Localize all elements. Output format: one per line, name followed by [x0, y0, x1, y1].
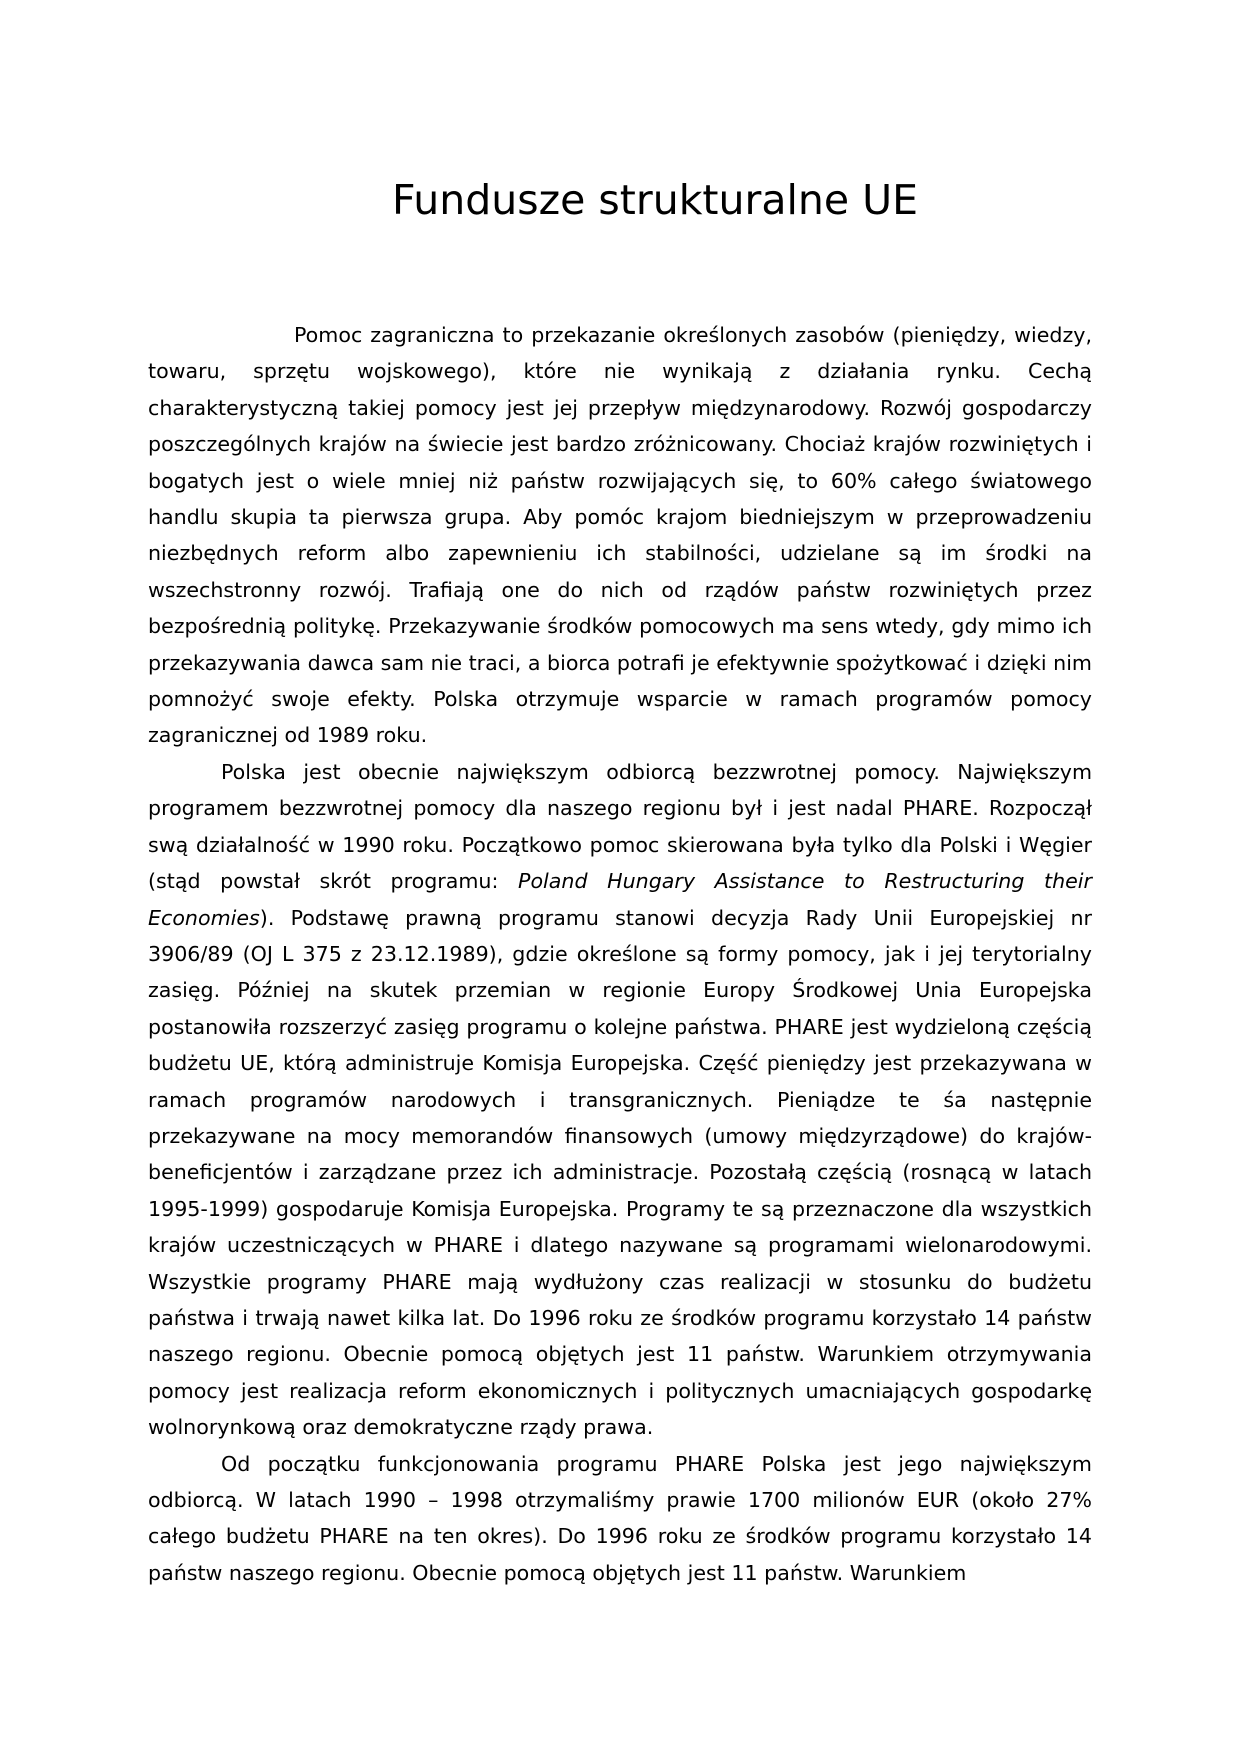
document-body — [148, 317, 1092, 1591]
paragraph-phare-text-after: ). Podstawę prawną programu stanowi decyzja Rady Unii Europejskiej nr 3906/89 (OJ L 375 z 23.12.1989), gdzie określone są formy pomocy, jak i jej terytorialny zasięg. Później na skutek przemian w regionie Europy Środkowej Unia Europejska postanowiła rozszerzyć zasięg programu o kolejne państwa. PHARE jest wydzieloną częścią budżetu UE, którą administruje Komisja Europejska. Część pieniędzy jest przekazywana w ramach programów narodowych i transgranicznych. Pieniądze te śa następnie przekazywane na mocy memorandów finansowych (umowy międzyrządowe) do krajów-beneficjentów i zarządzane przez ich administracje. Pozostałą częścią (rosnącą w latach 1995-1999) gospodaruje Komisja Europejska. Programy te są przeznaczone dla wszystkich krajów uczestniczących w PHARE i dlatego nazywane są programami wielonarodowymi. Wszystkie programy PHARE mają wydłużony czas realizacji w stosunku do budżetu państwa i trwają nawet kilka lat. Do 1996 roku ze środków programu korzystało 14 państw naszego regionu. Obecnie pomocą objętych jest 11 państw. Warunkiem otrzymywania pomocy jest realizacja reform ekonomicznych i politycznych umacniających gospodarkę wolnorynkową oraz demokratyczne rządy prawa. — [148, 905, 1092, 1440]
paragraph-foreign-aid: Pomoc zagraniczna to przekazanie określonych zasobów (pieniędzy, wiedzy, towaru, sprzętu wojskowego), które nie wynikają z działania rynku. Cechą charakterystyczną takiej pomocy jest jej przepływ międzynarodowy. Rozwój gospodarczy poszczególnych krajów na świecie jest bardzo zróżnicowany. Chociaż krajów rozwiniętych i bogatych jest o wiele mniej niż państw rozwijających się, to 60% całego światowego handlu skupia ta pierwsza grupa. Aby pomóc krajom biedniejszym w przeprowadzeniu niezbędnych reform albo zapewnieniu ich stabilności, udzielane są im środki na wszechstronny rozwój. Trafiają one do nich od rządów państw rozwiniętych przez bezpośrednią politykę. Przekazywanie środków pomocowych ma sens wtedy, gdy mimo ich przekazywania dawca sam nie traci, a biorca potrafi je efektywnie spożytkować i dzięki nim pomnożyć swoje efekty. Polska otrzymuje wsparcie w ramach programów pomocy zagranicznej od 1989 roku. — [148, 323, 1092, 748]
phare-acronym-expansion: Poland Hungary Assistance to Restructuring their Economies — [148, 869, 1092, 930]
paragraph-poland-recipient: Od początku funkcjonowania programu PHARE Polska jest jego największym odbiorcą. W latach 1990 – 1998 otrzymaliśmy prawie 1700 milionów EUR (około 27% całego budżetu PHARE na ten okres). Do 1996 roku ze środków programu korzystało 14 państw naszego regionu. Obecnie pomocą objętych jest 11 państw. Warunkiem — [148, 1451, 1092, 1585]
paragraph-phare-text-before: Polska jest obecnie największym odbiorcą bezzwrotnej pomocy. Największym programem bezzwrotnej pomocy dla naszego regionu był i jest nadal PHARE. Rozpoczął swą działalność w 1990 roku. Początkowo pomoc skierowana była tylko dla Polski i Węgier (stąd powstał skrót programu: — [148, 759, 1092, 894]
document-title: Fundusze strukturalne UE — [391, 176, 919, 224]
paragraph-phare-program — [148, 754, 1092, 1446]
